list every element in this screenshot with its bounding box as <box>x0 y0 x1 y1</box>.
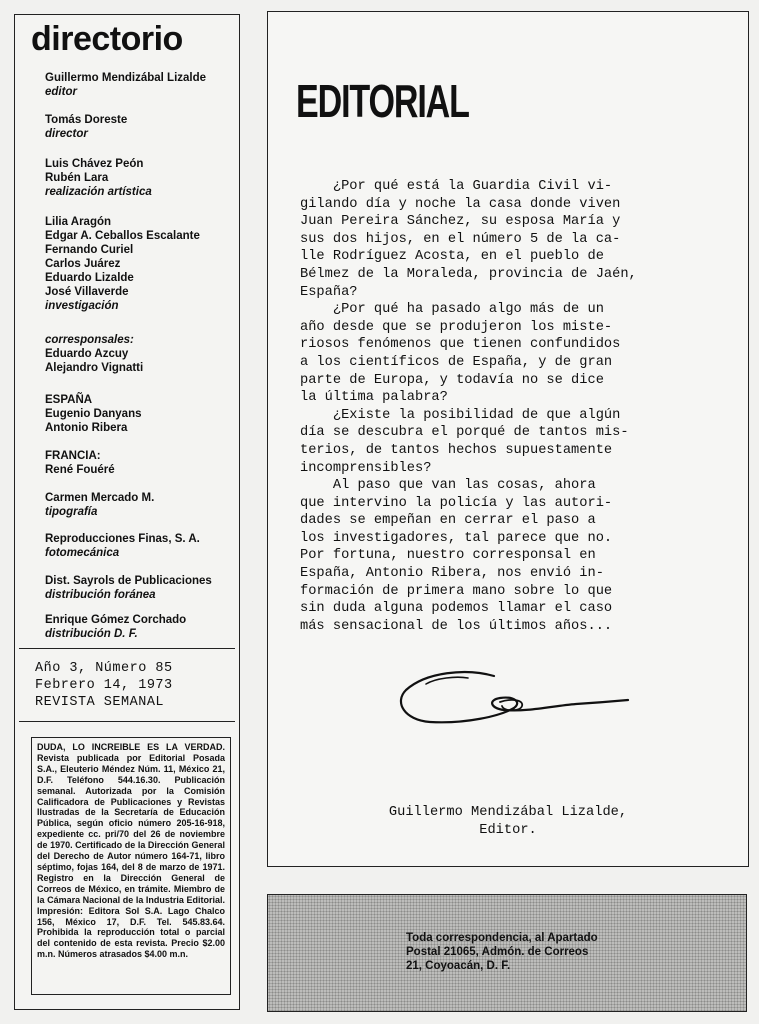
editorial-line: España? <box>300 284 358 300</box>
editorial-line: ¿Existe la posibilidad de que algún <box>300 407 621 423</box>
editorial-line: lle Rodríguez Acosta, en el pueblo de <box>300 249 604 265</box>
directory-panel <box>14 14 240 1010</box>
editorial-line: Juan Pereira Sánchez, su esposa María y <box>300 214 621 230</box>
issue-number: Año 3, Número 85 <box>35 661 173 676</box>
staff-name: Eduardo Azcuy <box>45 348 129 360</box>
handwritten-signature <box>396 662 636 752</box>
editorial-line: dades se empeñan en cerrar el paso a <box>300 513 596 529</box>
staff-name: René Fouéré <box>45 464 115 476</box>
staff-role: editor <box>45 86 77 98</box>
staff-role: realización artística <box>45 186 152 198</box>
staff-name: Enrique Gómez Corchado <box>45 614 187 626</box>
editorial-line: la última palabra? <box>300 390 448 406</box>
directory-entry-distribution-df <box>45 613 237 641</box>
correspondence-box <box>267 894 747 1012</box>
editorial-line: terios, de tantos hechos supuestamente <box>300 442 613 458</box>
section-heading: corresponsales: <box>45 334 134 346</box>
staff-name: Edgar A. Ceballos Escalante <box>45 230 200 242</box>
editorial-line: que intervino la policía y las autori- <box>300 495 613 511</box>
editorial-line: sin duda alguna podemos llamar el caso <box>300 601 613 617</box>
editor-role: Editor. <box>479 823 537 838</box>
staff-name: Lilia Aragón <box>45 216 112 228</box>
staff-name: Rubén Lara <box>45 172 109 184</box>
directory-entry-photomechanics <box>45 532 237 560</box>
directory-entry-correspondents <box>45 333 237 375</box>
address-line: 21, Coyoacán, D. F. <box>406 960 511 972</box>
editorial-line: formación de primera mano sobre lo que <box>300 583 613 599</box>
correspondence-address <box>406 931 598 973</box>
editorial-line: riosos fenómenos que tienen confundidos <box>300 337 621 353</box>
editor-name: Guillermo Mendizábal Lizalde, <box>388 805 628 820</box>
divider <box>19 721 235 722</box>
directory-entry-typography <box>45 491 237 519</box>
issue-date: Febrero 14, 1973 <box>35 678 173 693</box>
editorial-line: día se descubra el porqué de tantos mis- <box>300 425 629 441</box>
issue-frequency: REVISTA SEMANAL <box>35 695 165 710</box>
staff-role: investigación <box>45 300 119 312</box>
staff-name: Reproducciones Finas, S. A. <box>45 533 200 545</box>
divider <box>19 648 235 649</box>
address-line: Postal 21065, Admón. de Correos <box>406 946 589 958</box>
editorial-line: los investigadores, tal parece que no. <box>300 530 613 546</box>
directory-entry-editor <box>45 71 237 99</box>
staff-role: director <box>45 128 88 140</box>
editorial-line: ¿Por qué está la Guardia Civil vi- <box>300 179 613 194</box>
staff-name: Tomás Doreste <box>45 114 128 126</box>
staff-role: distribución D. F. <box>45 628 138 640</box>
staff-role: fotomecánica <box>45 547 120 559</box>
editorial-body <box>300 178 720 635</box>
directory-entry-france <box>45 449 237 477</box>
staff-name: Carmen Mercado M. <box>45 492 155 504</box>
legal-notice-text: DUDA, LO INCREIBLE ES LA VERDAD. Revista publicada por Editorial Posada S.A., Eleuterio Méndez Núm. 11, México 21, D.F. Teléfono 544.16.30. Publicación semanal. Autorizada por la Comisión Calificadora de Publicaciones y Revistas Ilustradas de la Secretaría de Educación Pública, según oficio número 205-16-918, expediente cc. pri/70 del 26 de noviembre de 1970. Certificado de la Dirección General del Derecho de Autor número 164-71, libro séptimo, fojas 164, del 8 de marzo de 1971. Registro en la Dirección General de Correos de México, en trámite. Miembro de la Cámara Nacional de la Industria Editorial. Impresión: Editora Sol S.A. Lago Chalco 156, México 17, D.F. Tel. 545.83.64. Prohibida la reproducción total o parcial del contenido de esta revista. Precio $2.00 m.n. Números atrasados $4.00 m.n. <box>37 742 225 960</box>
staff-name: Antonio Ribera <box>45 422 128 434</box>
directory-entry-spain <box>45 393 237 435</box>
staff-name: Luis Chávez Peón <box>45 158 144 170</box>
editorial-line: gilando día y noche la casa donde viven <box>300 196 621 212</box>
directory-entry-director <box>45 113 237 141</box>
staff-name: Carlos Juárez <box>45 258 121 270</box>
staff-name: Alejandro Vignatti <box>45 362 144 374</box>
country-heading: FRANCIA: <box>45 450 101 462</box>
editorial-title: EDITORIAL <box>296 75 469 127</box>
editorial-line: más sensacional de los últimos años... <box>300 618 613 634</box>
editorial-line: Por fortuna, nuestro corresponsal en <box>300 548 596 564</box>
directory-entry-research <box>45 215 237 313</box>
editorial-line: parte de Europa, y todavía no se dice <box>300 372 604 388</box>
editor-signature-block <box>268 804 748 840</box>
editorial-line: a los científicos de España, y de gran <box>300 354 613 370</box>
staff-role: tipografía <box>45 506 98 518</box>
editorial-line: ¿Por qué ha pasado algo más de un <box>300 302 604 318</box>
directory-entry-art <box>45 157 237 199</box>
staff-name: Eduardo Lizalde <box>45 272 134 284</box>
staff-name: Dist. Sayrols de Publicaciones <box>45 575 212 587</box>
editorial-panel <box>267 11 749 867</box>
editorial-line: año desde que se produjeron los miste- <box>300 319 613 335</box>
editorial-line: incomprensibles? <box>300 460 432 476</box>
staff-role: distribución foránea <box>45 589 156 601</box>
staff-name: Fernando Curiel <box>45 244 134 256</box>
staff-name: José Villaverde <box>45 286 129 298</box>
staff-name: Guillermo Mendizábal Lizalde <box>45 72 207 84</box>
country-heading: ESPAÑA <box>45 394 93 406</box>
address-line: Toda correspondencia, al Apartado <box>406 932 598 944</box>
editorial-line: Al paso que van las cosas, ahora <box>300 478 596 494</box>
legal-notice-box <box>31 737 231 995</box>
editorial-line: sus dos hijos, en el número 5 de la ca- <box>300 231 621 247</box>
editorial-line: Bélmez de la Moraleda, provincia de Jaén, <box>300 266 637 282</box>
issue-info <box>35 660 173 711</box>
directory-entry-distribution-foreign <box>45 574 237 602</box>
directory-title: directorio <box>31 20 183 58</box>
editorial-line: España, Antonio Ribera, nos envió in- <box>300 566 604 582</box>
staff-name: Eugenio Danyans <box>45 408 142 420</box>
